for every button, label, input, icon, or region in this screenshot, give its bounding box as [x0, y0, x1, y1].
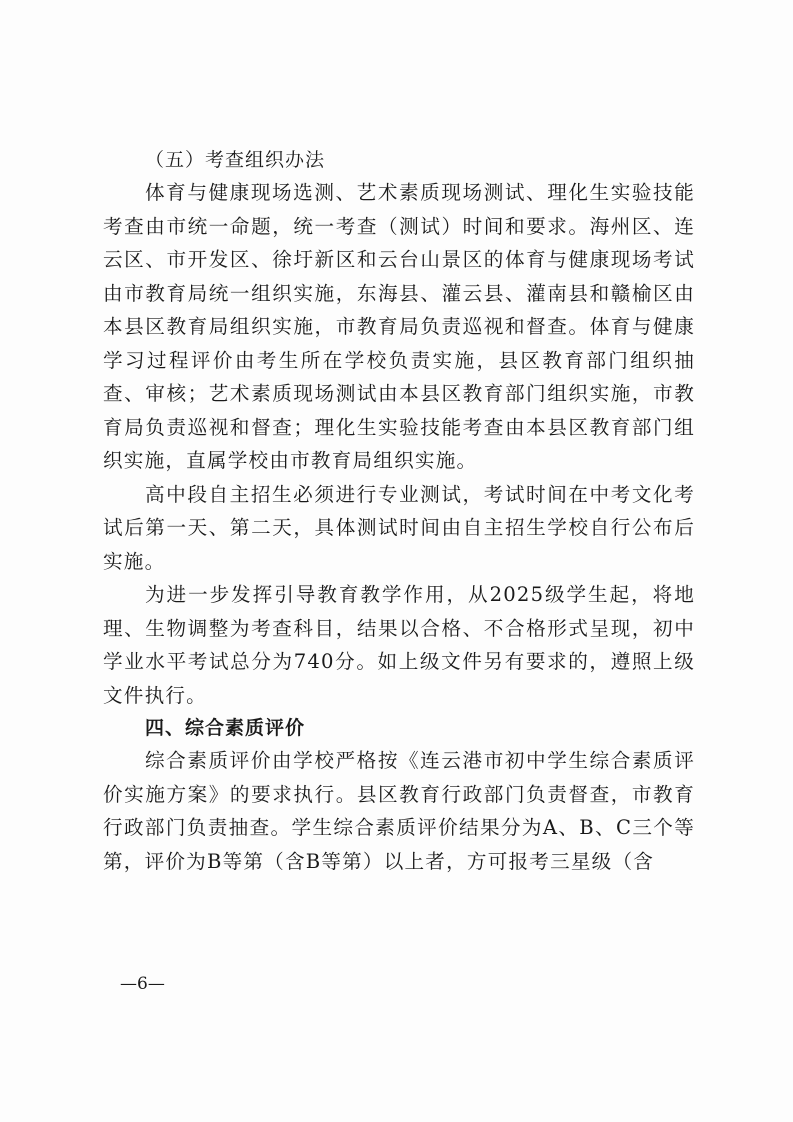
page-number: —6— [120, 974, 165, 994]
section-heading-comprehensive-evaluation: 四、综合素质评价 [145, 717, 306, 739]
page-body [103, 144, 695, 878]
paragraph-comprehensive-evaluation: 综合素质评价由学校严格按《连云港市初中学生综合素质评价实施方案》的要求执行。县区教育行政部门负责督查，市教育行政部门负责抽查。学生综合素质评价结果分为A、B、C三个等第，评价为B等第（含B等第）以上者，方可报考三星级（含 [103, 749, 695, 873]
section-heading-exam-organization: （五）考查组织办法 [145, 149, 326, 171]
paragraph-exam-organization: 体育与健康现场选测、艺术素质现场测试、理化生实验技能考查由市统一命题，统一考查（测试）时间和要求。海州区、连云区、市开发区、徐圩新区和云台山景区的体育与健康现场考试由市教育局统一组织实施，东海县、灌云县、灌南县和赣榆区由本县区教育局组织实施，市教育局负责巡视和督查。体育与健康学习过程评价由考生所在学校负责实施，县区教育部门组织抽查、审核；艺术素质现场测试由本县区教育部门组织实施，市教育局负责巡视和督查；理化生实验技能考查由本县区教育部门组织实施，直属学校由市教育局组织实施。 [103, 181, 695, 472]
paragraph-independent-enrollment: 高中段自主招生必须进行专业测试，考试时间在中考文化考试后第一天、第二天，具体测试时间由自主招生学校自行公布后实施。 [103, 482, 695, 573]
paragraph-subject-adjustment: 为进一步发挥引导教育教学作用，从2025级学生起，将地理、生物调整为考查科目，结果以合格、不合格形式呈现，初中学业水平考试总分为740分。如上级文件另有要求的，遵照上级文件执行。 [103, 583, 695, 707]
